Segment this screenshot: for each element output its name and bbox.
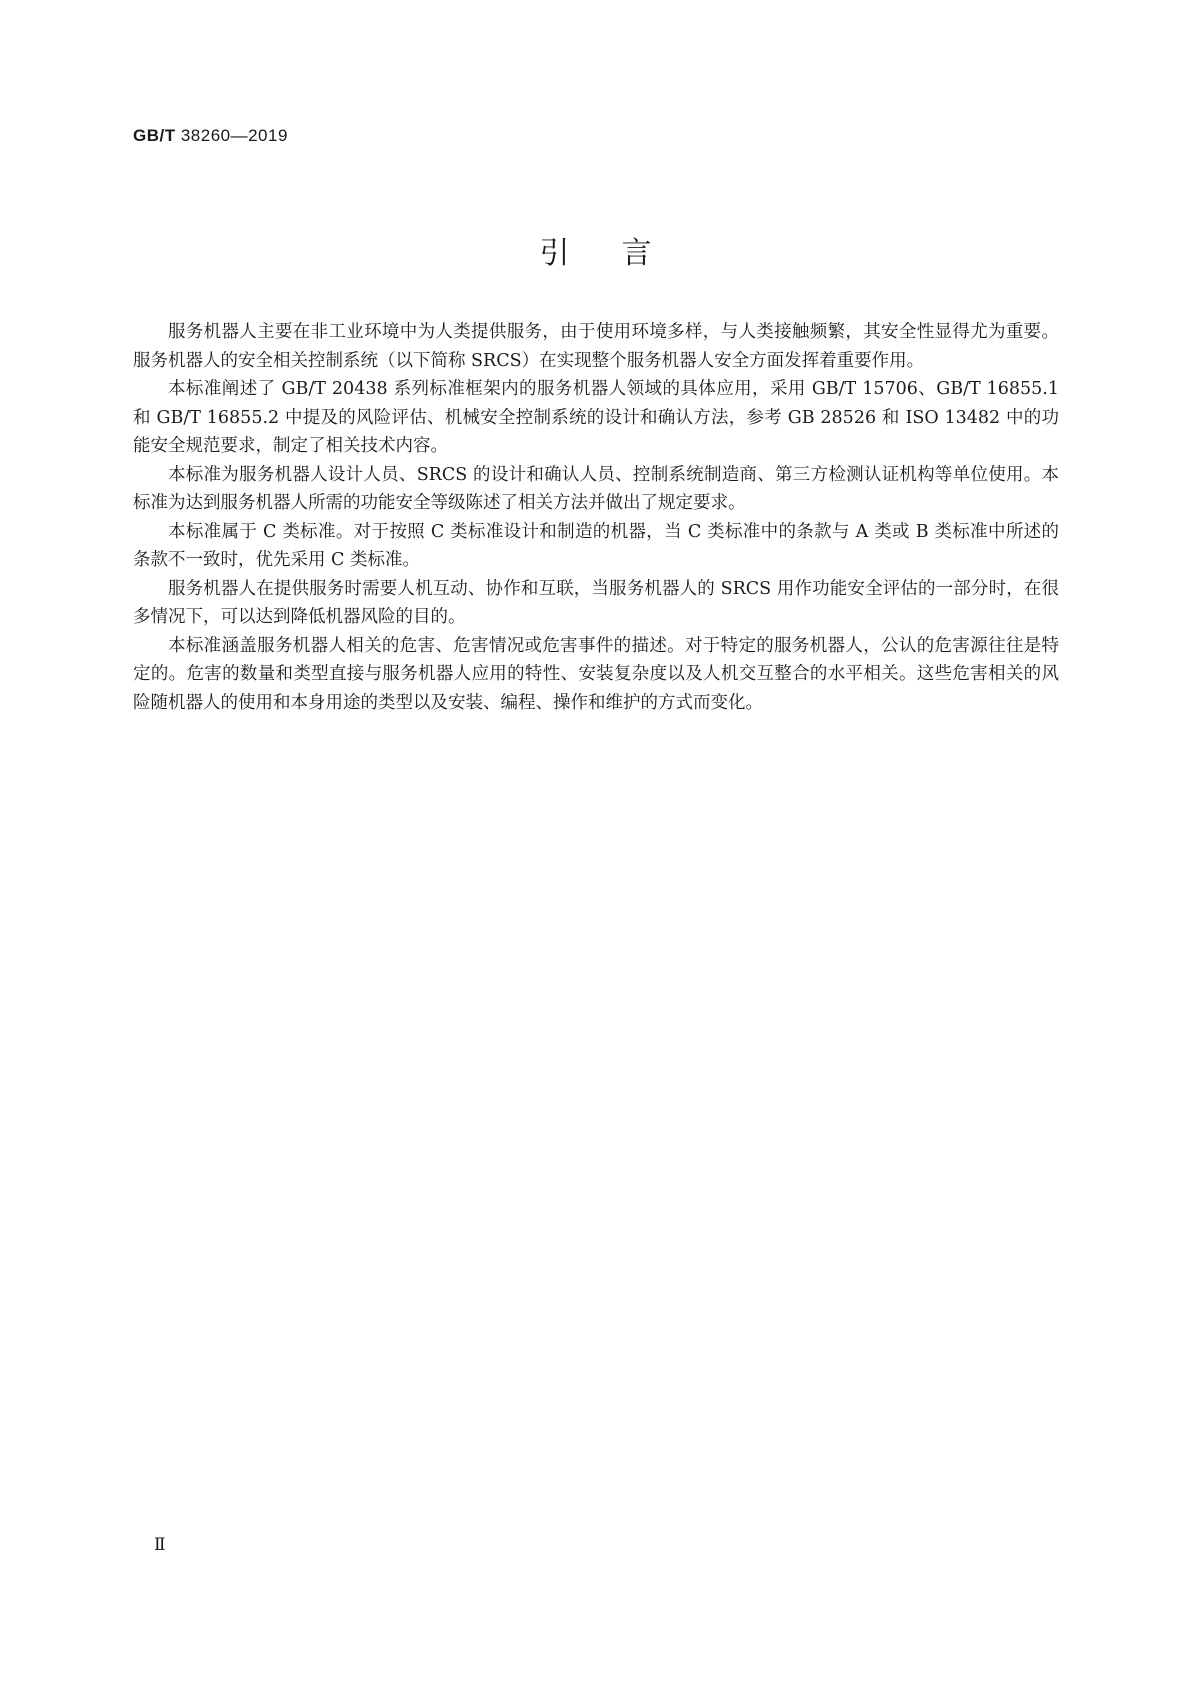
- document-code: [133, 126, 288, 146]
- paragraph: 本标准为服务机器人设计人员、SRCS 的设计和确认人员、控制系统制造商、第三方检测认证机构等单位使用。本标准为达到服务机器人所需的功能安全等级陈述了相关方法并做出了规定要求。: [133, 464, 1059, 513]
- introduction-body: [133, 318, 1059, 717]
- paragraph: 本标准涵盖服务机器人相关的危害、危害情况或危害事件的描述。对于特定的服务机器人，公认的危害源往往是特定的。危害的数量和类型直接与服务机器人应用的特性、安装复杂度以及人机交互整合的水平相关。这些危害相关的风险随机器人的使用和本身用途的类型以及安装、编程、操作和维护的方式而变化。: [133, 635, 1059, 713]
- paragraph: 服务机器人主要在非工业环境中为人类提供服务，由于使用环境多样，与人类接触频繁，其安全性显得尤为重要。服务机器人的安全相关控制系统（以下简称 SRCS）在实现整个服务机器人安全方面发挥着重要作用。: [133, 322, 1059, 371]
- paragraph: 本标准阐述了 GB/T 20438 系列标准框架内的服务机器人领域的具体应用，采用 GB/T 15706、GB/T 16855.1 和 GB/T 16855.2 中提及的风险评估、机械安全控制系统的设计和确认方法，参考 GB 28526 和 ISO 13482 中的功能安全规范要求，制定了相关技术内容。: [133, 379, 1059, 456]
- paragraph: 服务机器人在提供服务时需要人机互动、协作和互联，当服务机器人的 SRCS 用作功能安全评估的一部分时，在很多情况下，可以达到降低机器风险的目的。: [133, 578, 1059, 627]
- paragraph: 本标准属于 C 类标准。对于按照 C 类标准设计和制造的机器，当 C 类标准中的条款与 A 类或 B 类标准中所述的条款不一致时，优先采用 C 类标准。: [133, 521, 1059, 570]
- page-title: 引言: [539, 236, 704, 271]
- page-number: Ⅱ: [154, 1535, 166, 1554]
- standard-prefix: GB/T: [133, 126, 176, 145]
- standard-number: 38260—2019: [175, 126, 288, 145]
